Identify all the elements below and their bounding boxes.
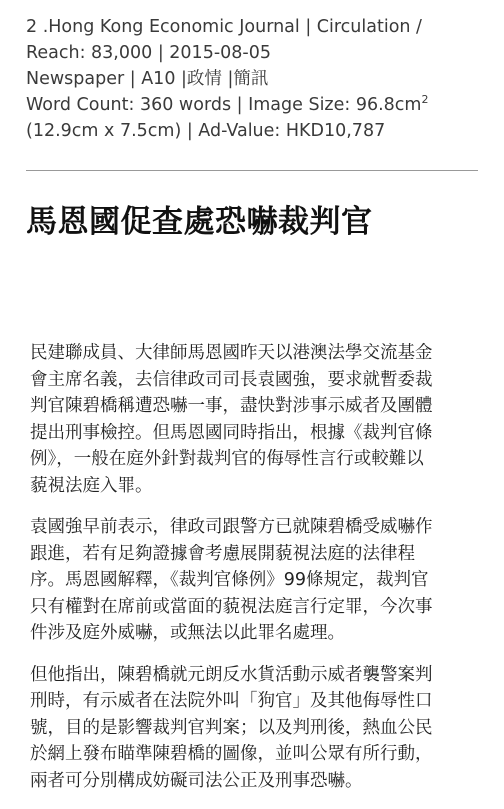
metadata-unit-superscript: 2 [421,93,429,106]
article-metadata [26,14,486,144]
metadata-publication-line: 2 .Hong Kong Economic Journal | Circulation / [26,17,422,37]
paragraph-line: 刑時，有示威者在法院外叫「狗官」及其他侮辱性口 [30,691,433,711]
paragraph-line: 跟進，若有足夠證據會考慮展開藐視法庭的法律程 [30,543,415,564]
paragraph-line: 袁國強早前表示，律政司跟警方已就陳碧橋受威嚇作 [30,517,433,537]
paragraph-line: 民建聯成員、大律師馬恩國昨天以港澳法學交流基金 [30,343,433,363]
body-paragraph-3 [30,662,482,795]
paragraph-line: 判官陳碧橋稱遭恐嚇一事，盡快對涉事示威者及團體 [30,396,433,416]
metadata-advalue-line: (12.9cm x 7.5cm) | Ad-Value: HKD10,787 [26,121,386,141]
paragraph-line: 序。馬恩國解釋，《裁判官條例》99條規定，裁判官 [30,570,429,590]
article-headline: 馬恩國促查處恐嚇裁判官 [26,204,373,240]
paragraph-line: 會主席名義，去信律政司司長袁國強，要求就暫委裁 [30,369,433,390]
paragraph-line: 只有權對在席前或當面的藐視法庭言行定罪，今次事 [30,596,433,617]
paragraph-line: 件涉及庭外威嚇，或無法以此罪名處理。 [30,623,345,643]
metadata-reach-date-line: Reach: 83,000 | 2015-08-05 [26,43,271,63]
paragraph-line: 兩者可分別構成妨礙司法公正及刑事恐嚇。 [30,770,363,791]
paragraph-line: 提出刑事檢控。但馬恩國同時指出，根據《裁判官條 [30,422,433,443]
body-paragraph-1 [30,340,482,499]
header-divider [26,170,478,171]
paragraph-line: 例》，一般在庭外針對裁判官的侮辱性言行或較難以 [30,449,424,469]
metadata-wordcount-text: Word Count: 360 words | Image Size: 96.8cm [26,95,422,115]
metadata-section-line: Newspaper | A10 |政情 |簡訊 [26,69,269,89]
body-paragraph-2 [30,514,482,647]
paragraph-line: 藐視法庭入罪。 [30,475,153,496]
paragraph-line: 號，目的是影響裁判官判案；以及判刑後，熱血公民 [30,717,433,738]
metadata-wordcount-line [26,92,486,118]
paragraph-line: 於網上發布瞄準陳碧橋的圖像，並叫公眾有所行動， [30,744,433,764]
paragraph-line: 但他指出，陳碧橋就元朗反水貨活動示威者襲警案判 [30,664,433,685]
article-body [30,340,482,809]
